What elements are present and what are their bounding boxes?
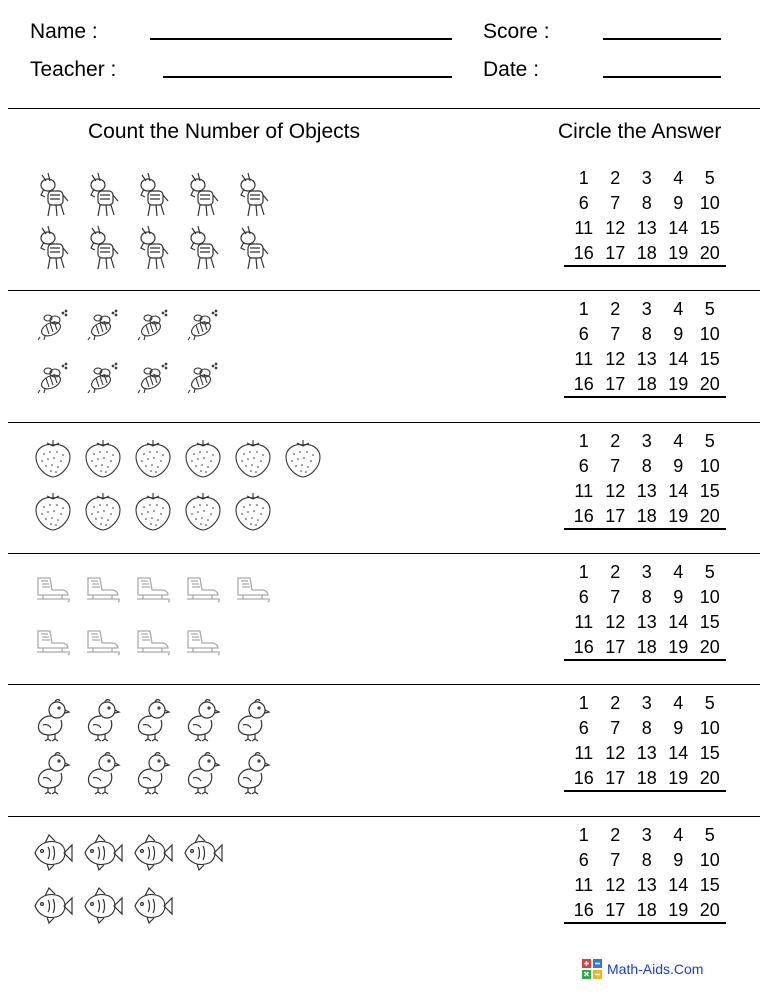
answer-option[interactable]: 2 xyxy=(610,430,621,451)
fish-icon xyxy=(34,880,71,930)
object-group xyxy=(34,827,514,933)
answer-row xyxy=(568,479,728,504)
answer-underline xyxy=(564,528,726,530)
answer-option[interactable]: 3 xyxy=(641,430,652,451)
date-label: Date : xyxy=(483,58,540,81)
answer-row xyxy=(568,766,728,791)
problem-5 xyxy=(8,684,760,816)
answer-row xyxy=(568,166,728,191)
answer-option[interactable]: 12 xyxy=(605,611,626,632)
answer-underline xyxy=(564,922,726,924)
answer-option[interactable]: 19 xyxy=(668,374,689,395)
answer-option[interactable]: 6 xyxy=(578,718,589,739)
answer-row xyxy=(568,898,728,923)
answer-option[interactable]: 4 xyxy=(673,168,684,188)
donkey-icon xyxy=(134,223,171,273)
answer-option[interactable]: 7 xyxy=(610,193,621,213)
answer-option[interactable]: 18 xyxy=(636,768,657,789)
problem-4 xyxy=(8,553,760,685)
chick-icon xyxy=(84,695,121,745)
answer-option[interactable]: 4 xyxy=(673,561,684,582)
strawberry-icon xyxy=(284,433,321,483)
answer-option[interactable]: 9 xyxy=(673,586,684,607)
chick-icon xyxy=(34,695,71,745)
answer-option[interactable]: 17 xyxy=(605,636,626,657)
problem-2 xyxy=(8,290,760,422)
answer-option[interactable]: 2 xyxy=(610,299,621,320)
answer-option[interactable]: 7 xyxy=(610,586,621,607)
answer-option[interactable]: 18 xyxy=(636,636,657,657)
answer-option[interactable]: 15 xyxy=(699,874,720,895)
answer-option[interactable]: 16 xyxy=(573,636,594,657)
answer-option[interactable]: 6 xyxy=(578,455,589,476)
fish-icon xyxy=(134,880,171,930)
answer-option[interactable]: 11 xyxy=(574,349,594,370)
ice-skate-icon xyxy=(84,564,121,614)
answer-option[interactable]: 14 xyxy=(668,480,689,501)
donkey-icon xyxy=(34,223,71,273)
name-field-line[interactable] xyxy=(150,38,452,40)
object-row xyxy=(34,748,514,798)
answer-option[interactable]: 15 xyxy=(699,743,720,764)
math-symbols-logo-icon xyxy=(582,959,602,979)
answer-option[interactable]: 5 xyxy=(704,824,715,845)
strawberry-icon xyxy=(34,433,71,483)
answer-row xyxy=(568,716,728,741)
answer-option[interactable]: 2 xyxy=(610,168,621,188)
answer-option[interactable]: 19 xyxy=(668,899,689,920)
score-label: Score : xyxy=(483,20,550,43)
answer-option[interactable]: 3 xyxy=(641,561,652,582)
answer-option[interactable]: 1 xyxy=(578,824,589,845)
answer-option[interactable]: 15 xyxy=(699,611,720,632)
answer-option[interactable]: 17 xyxy=(605,243,626,263)
answer-row xyxy=(568,241,728,266)
answer-option[interactable]: 13 xyxy=(636,480,657,501)
answer-row xyxy=(568,322,728,347)
ice-skate-icon xyxy=(134,617,171,667)
ice-skate-icon xyxy=(184,617,221,667)
answer-option[interactable]: 20 xyxy=(699,505,720,526)
bee-icon xyxy=(34,354,71,404)
answer-option[interactable]: 17 xyxy=(605,899,626,920)
donkey-icon xyxy=(184,223,221,273)
answer-row xyxy=(568,297,728,322)
strawberry-icon xyxy=(34,486,71,536)
answer-option[interactable]: 20 xyxy=(699,768,720,789)
fish-icon xyxy=(134,827,171,877)
bee-icon xyxy=(34,301,71,351)
answer-option[interactable]: 12 xyxy=(605,480,626,501)
answer-underline xyxy=(564,659,726,661)
answer-option[interactable]: 20 xyxy=(699,899,720,920)
donkey-icon xyxy=(84,170,121,220)
answer-option[interactable]: 7 xyxy=(610,324,621,345)
object-row xyxy=(34,827,514,877)
chick-icon xyxy=(134,748,171,798)
donkey-icon xyxy=(184,170,221,220)
answer-option[interactable]: 13 xyxy=(636,743,657,764)
answer-option[interactable]: 2 xyxy=(610,561,621,582)
answer-option[interactable]: 11 xyxy=(574,874,594,895)
object-group xyxy=(34,301,514,407)
answer-option[interactable]: 19 xyxy=(668,505,689,526)
donkey-icon xyxy=(84,223,121,273)
answer-option[interactable]: 3 xyxy=(641,824,652,845)
donkey-icon xyxy=(34,170,71,220)
strawberry-icon xyxy=(84,433,121,483)
answer-option[interactable]: 1 xyxy=(578,430,589,451)
answer-option[interactable]: 1 xyxy=(578,168,589,188)
answer-option[interactable]: 5 xyxy=(704,430,715,451)
answer-option[interactable]: 19 xyxy=(668,768,689,789)
bee-icon xyxy=(84,354,121,404)
strawberry-icon xyxy=(134,433,171,483)
instruction-title: Count the Number of Objects xyxy=(88,120,360,143)
object-group xyxy=(34,433,514,539)
answer-row xyxy=(568,191,728,216)
answer-option[interactable]: 12 xyxy=(605,349,626,370)
answer-option[interactable]: 16 xyxy=(573,374,594,395)
answer-row xyxy=(568,504,728,529)
bee-icon xyxy=(134,354,171,404)
answer-option[interactable]: 7 xyxy=(610,718,621,739)
answer-option[interactable]: 10 xyxy=(699,849,720,870)
object-row xyxy=(34,301,514,351)
answer-option[interactable]: 11 xyxy=(574,611,594,632)
answer-option[interactable]: 6 xyxy=(578,849,589,870)
answer-option[interactable]: 10 xyxy=(699,455,720,476)
answer-row xyxy=(568,635,728,660)
answer-option[interactable]: 20 xyxy=(699,374,720,395)
answer-option[interactable]: 19 xyxy=(668,636,689,657)
footer-brand[interactable] xyxy=(582,959,703,979)
answer-option[interactable]: 16 xyxy=(573,768,594,789)
answer-option[interactable]: 14 xyxy=(668,743,689,764)
answer-choices xyxy=(568,297,728,397)
answer-option[interactable]: 5 xyxy=(704,693,715,714)
answer-option[interactable]: 10 xyxy=(699,586,720,607)
answer-row xyxy=(568,560,728,585)
answer-option[interactable]: 10 xyxy=(699,324,720,345)
answer-option[interactable]: 14 xyxy=(668,611,689,632)
answer-option[interactable]: 13 xyxy=(636,611,657,632)
answer-option[interactable]: 13 xyxy=(636,874,657,895)
answer-option[interactable]: 9 xyxy=(673,849,684,870)
answer-option[interactable]: 3 xyxy=(641,693,652,714)
answer-choices xyxy=(568,691,728,791)
strawberry-icon xyxy=(184,486,221,536)
answer-option[interactable]: 5 xyxy=(704,561,715,582)
answer-option[interactable]: 2 xyxy=(610,824,621,845)
answer-option[interactable]: 6 xyxy=(578,324,589,345)
object-row xyxy=(34,223,514,273)
answer-option[interactable]: 14 xyxy=(668,218,689,238)
answer-row xyxy=(568,347,728,372)
answer-option[interactable]: 8 xyxy=(641,324,652,345)
answer-option[interactable]: 2 xyxy=(610,693,621,714)
ice-skate-icon xyxy=(184,564,221,614)
ice-skate-icon xyxy=(34,564,71,614)
chick-icon xyxy=(234,695,271,745)
answer-option[interactable]: 14 xyxy=(668,874,689,895)
object-row xyxy=(34,354,514,404)
date-field-line[interactable] xyxy=(603,76,721,78)
answer-row xyxy=(568,691,728,716)
score-field-line[interactable] xyxy=(603,38,721,40)
answer-row xyxy=(568,848,728,873)
answer-option[interactable]: 12 xyxy=(605,743,626,764)
object-row xyxy=(34,486,514,536)
fish-icon xyxy=(84,827,121,877)
answer-option[interactable]: 12 xyxy=(605,874,626,895)
ice-skate-icon xyxy=(134,564,171,614)
answer-option[interactable]: 18 xyxy=(636,243,657,263)
answer-row xyxy=(568,216,728,241)
object-group xyxy=(34,695,514,801)
answer-row xyxy=(568,372,728,397)
problem-3 xyxy=(8,422,760,554)
donkey-icon xyxy=(234,223,271,273)
answer-option[interactable]: 4 xyxy=(673,430,684,451)
answer-option[interactable]: 11 xyxy=(574,218,594,238)
strawberry-icon xyxy=(234,433,271,483)
answer-option[interactable]: 1 xyxy=(578,693,589,714)
answer-option[interactable]: 9 xyxy=(673,324,684,345)
object-row xyxy=(34,617,514,667)
object-row xyxy=(34,433,514,483)
answer-option[interactable]: 12 xyxy=(605,218,626,238)
answer-option[interactable]: 11 xyxy=(574,743,594,764)
answer-option[interactable]: 20 xyxy=(699,243,720,263)
answer-row xyxy=(568,873,728,898)
answer-option[interactable]: 6 xyxy=(578,586,589,607)
ice-skate-icon xyxy=(84,617,121,667)
answer-option[interactable]: 16 xyxy=(573,243,594,263)
answer-option[interactable]: 8 xyxy=(641,193,652,213)
answer-option[interactable]: 7 xyxy=(610,849,621,870)
answer-option[interactable]: 5 xyxy=(704,299,715,320)
answer-row xyxy=(568,429,728,454)
answer-option[interactable]: 8 xyxy=(641,718,652,739)
answer-option[interactable]: 9 xyxy=(673,718,684,739)
answer-underline xyxy=(564,790,726,792)
teacher-label: Teacher : xyxy=(30,58,117,81)
object-row xyxy=(34,170,514,220)
object-group xyxy=(34,564,514,670)
answer-column-title: Circle the Answer xyxy=(558,120,722,143)
answer-option[interactable]: 7 xyxy=(610,455,621,476)
answer-option[interactable]: 20 xyxy=(699,636,720,657)
answer-option[interactable]: 8 xyxy=(641,455,652,476)
name-label: Name : xyxy=(30,20,98,43)
bee-icon xyxy=(184,301,221,351)
answer-option[interactable]: 19 xyxy=(668,243,689,263)
answer-option[interactable]: 5 xyxy=(704,168,715,188)
answer-option[interactable]: 6 xyxy=(578,193,589,213)
object-row xyxy=(34,695,514,745)
answer-option[interactable]: 10 xyxy=(699,718,720,739)
answer-row xyxy=(568,823,728,848)
fish-icon xyxy=(34,827,71,877)
answer-option[interactable]: 8 xyxy=(641,849,652,870)
answer-option[interactable]: 8 xyxy=(641,586,652,607)
teacher-field-line[interactable] xyxy=(163,76,452,78)
donkey-icon xyxy=(134,170,171,220)
chick-icon xyxy=(34,748,71,798)
problem-1 xyxy=(8,160,760,291)
answer-option[interactable]: 4 xyxy=(673,693,684,714)
answer-option[interactable]: 1 xyxy=(578,299,589,320)
answer-option[interactable]: 3 xyxy=(641,168,652,188)
bee-icon xyxy=(184,354,221,404)
problem-6 xyxy=(8,816,760,948)
fish-icon xyxy=(84,880,121,930)
chick-icon xyxy=(184,748,221,798)
object-group xyxy=(34,170,514,276)
answer-row xyxy=(568,454,728,479)
strawberry-icon xyxy=(84,486,121,536)
footer-brand-text: Math-Aids.Com xyxy=(607,961,704,977)
answer-option[interactable]: 18 xyxy=(636,505,657,526)
chick-icon xyxy=(84,748,121,798)
chick-icon xyxy=(234,748,271,798)
answer-choices xyxy=(568,429,728,529)
answer-option[interactable]: 18 xyxy=(636,899,657,920)
strawberry-icon xyxy=(184,433,221,483)
answer-option[interactable]: 9 xyxy=(673,455,684,476)
answer-option[interactable]: 17 xyxy=(605,374,626,395)
header-divider xyxy=(8,108,760,109)
answer-option[interactable]: 10 xyxy=(699,193,720,213)
answer-option[interactable]: 16 xyxy=(573,505,594,526)
answer-choices xyxy=(568,166,728,266)
answer-row xyxy=(568,585,728,610)
fish-icon xyxy=(184,827,221,877)
ice-skate-icon xyxy=(234,564,271,614)
answer-option[interactable]: 4 xyxy=(673,299,684,320)
answer-row xyxy=(568,610,728,635)
answer-option[interactable]: 13 xyxy=(636,218,657,238)
answer-option[interactable]: 15 xyxy=(699,480,720,501)
strawberry-icon xyxy=(234,486,271,536)
answer-underline xyxy=(564,265,726,267)
bee-icon xyxy=(134,301,171,351)
answer-row xyxy=(568,741,728,766)
answer-option[interactable]: 14 xyxy=(668,349,689,370)
answer-option[interactable]: 9 xyxy=(673,193,684,213)
object-row xyxy=(34,880,514,930)
strawberry-icon xyxy=(134,486,171,536)
answer-option[interactable]: 3 xyxy=(641,299,652,320)
answer-choices xyxy=(568,823,728,923)
answer-option[interactable]: 4 xyxy=(673,824,684,845)
answer-option[interactable]: 13 xyxy=(636,349,657,370)
answer-option[interactable]: 17 xyxy=(605,768,626,789)
answer-option[interactable]: 1 xyxy=(578,561,589,582)
answer-option[interactable]: 17 xyxy=(605,505,626,526)
answer-underline xyxy=(564,396,726,398)
bee-icon xyxy=(84,301,121,351)
answer-option[interactable]: 16 xyxy=(573,899,594,920)
answer-choices xyxy=(568,560,728,660)
answer-option[interactable]: 15 xyxy=(699,218,720,238)
ice-skate-icon xyxy=(34,617,71,667)
chick-icon xyxy=(134,695,171,745)
answer-option[interactable]: 15 xyxy=(699,349,720,370)
donkey-icon xyxy=(234,170,271,220)
answer-option[interactable]: 18 xyxy=(636,374,657,395)
chick-icon xyxy=(184,695,221,745)
answer-option[interactable]: 11 xyxy=(574,480,594,501)
object-row xyxy=(34,564,514,614)
